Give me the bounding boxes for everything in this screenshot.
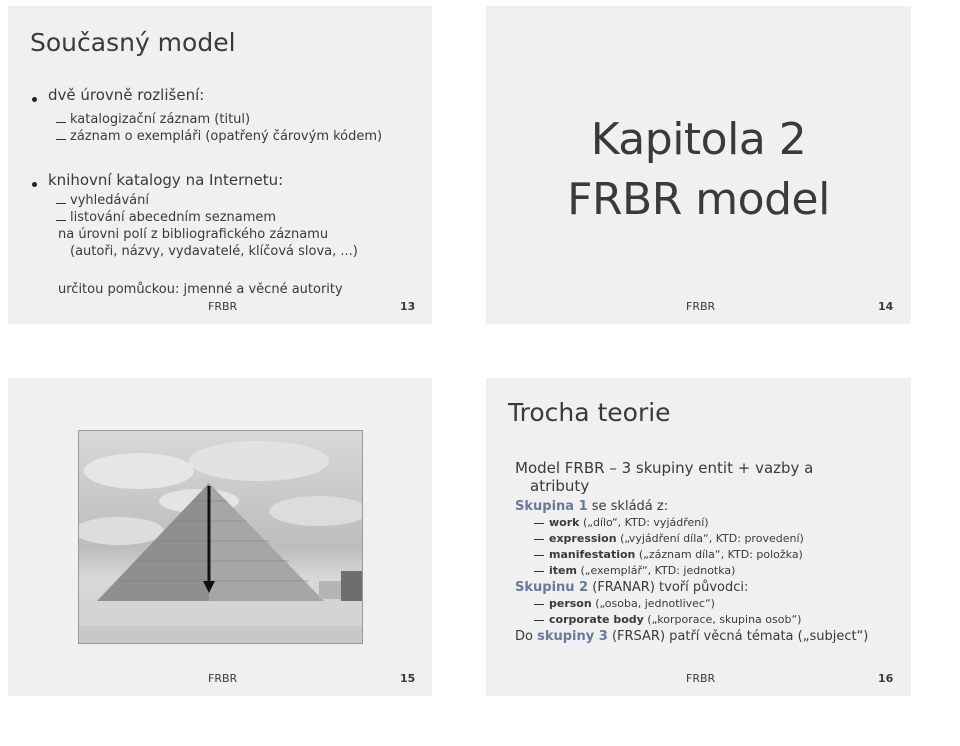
item-desc: („osoba, jednotlivec“) [591, 597, 715, 610]
item-term: expression [549, 532, 617, 545]
dash [534, 539, 544, 540]
group3-rest: (FRSAR) patří věcná témata („subject“) [607, 629, 869, 644]
item-desc: („exemplář“, KTD: jednotka) [576, 564, 736, 577]
footer-label: FRBR [208, 672, 238, 685]
slide-title: Současný model [30, 28, 236, 57]
group1-line [515, 499, 668, 514]
dash [56, 203, 66, 204]
sub-item: katalogizační záznam (titul) [70, 112, 251, 127]
dash [56, 122, 66, 123]
model-line: Model FRBR – 3 skupiny entit + vazby a [515, 459, 814, 477]
model-line-cont: atributy [530, 477, 590, 495]
dash [56, 220, 66, 221]
item-term: person [549, 597, 592, 610]
slide-14 [486, 6, 911, 324]
group1-item [549, 548, 803, 561]
dash [534, 571, 544, 572]
slide-16 [486, 378, 911, 696]
slide-13 [8, 6, 432, 324]
pyramid-photo [78, 430, 363, 644]
item-term: manifestation [549, 548, 636, 561]
group2-line [515, 580, 748, 595]
page-number: 13 [400, 300, 416, 313]
group2-item [549, 597, 715, 610]
item-term: item [549, 564, 577, 577]
item-term: corporate body [549, 613, 644, 626]
bullet-dot [32, 182, 37, 187]
dash [56, 139, 66, 140]
sub-item: (autoři, názvy, vydavatelé, klíčová slova, ...) [70, 244, 358, 259]
dash [534, 523, 544, 524]
group2-label: Skupinu 2 [515, 580, 589, 595]
footer-label: FRBR [686, 672, 716, 685]
group3-line [515, 629, 868, 644]
slide-15 [8, 378, 432, 696]
chapter-subheading: FRBR model [567, 174, 830, 225]
group1-item [549, 564, 735, 577]
group2-rest: (FRANAR) tvoří původci: [588, 580, 749, 595]
sub-item: na úrovni polí z bibliografického záznamu [58, 227, 329, 242]
dash [534, 620, 544, 621]
tail-text: určitou pomůckou: jmenné a věcné autority [58, 282, 343, 297]
group1-item [549, 532, 804, 545]
group1-item [549, 516, 709, 529]
dash [534, 555, 544, 556]
chapter-heading: Kapitola 2 [590, 114, 807, 165]
group1-label: Skupina 1 [515, 499, 588, 514]
item-desc: („dílo“, KTD: vyjádření) [579, 516, 709, 529]
slide-title: Trocha teorie [508, 398, 671, 427]
group3-pre: Do [515, 629, 538, 644]
group3-label: skupiny 3 [537, 629, 608, 644]
sub-item: vyhledávání [70, 193, 149, 208]
bullet-text: dvě úrovně rozlišení: [48, 86, 205, 104]
item-desc: („záznam díla“, KTD: položka) [635, 548, 803, 561]
page-number: 15 [400, 672, 416, 685]
dash [534, 604, 544, 605]
footer-label: FRBR [686, 300, 716, 313]
page-number: 14 [878, 300, 894, 313]
page-number: 16 [878, 672, 894, 685]
sub-item: záznam o exempláři (opatřený čárovým kódem) [70, 129, 383, 144]
item-desc: („korporace, skupina osob“) [643, 613, 802, 626]
bullet-text: knihovní katalogy na Internetu: [48, 171, 284, 189]
sub-item: listování abecedním seznamem [70, 210, 277, 225]
group1-rest: se skládá z: [587, 499, 669, 514]
bullet-dot [32, 97, 37, 102]
item-term: work [549, 516, 580, 529]
pyramid-image [79, 431, 362, 643]
item-desc: („vyjádření díla“, KTD: provedení) [616, 532, 804, 545]
footer-label: FRBR [208, 300, 238, 313]
group2-item [549, 613, 801, 626]
